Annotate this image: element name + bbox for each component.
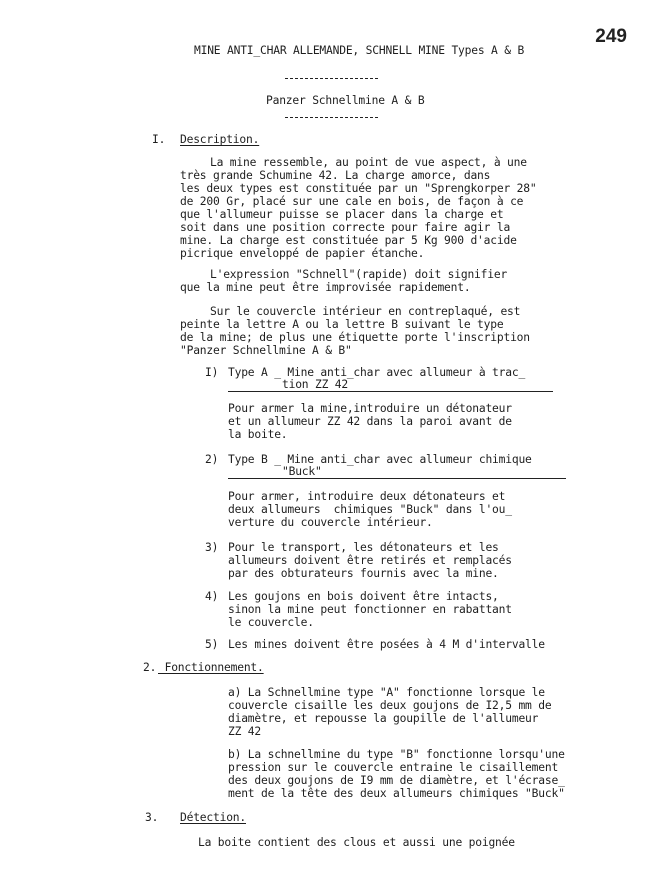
section-1-number: I. [152,133,166,146]
divider-bottom [285,117,378,118]
section-3-number: 3. [145,811,159,824]
section-2-number: 2. [143,661,157,674]
item-1-underline [228,391,553,392]
divider-top [285,78,378,79]
document-page: 249 MINE ANTI_CHAR ALLEMANDE, SCHNELL MINE Types A & B Panzer Schnellmine A & B I. Description. La mine ressemble, au point de vue aspect, à une très grande Schumine 42. La charge amorce, dans les deux types est constituée par un "Sprengkorper 28" de 200 Gr, placé sur une cale en bois, de façon à ce que l'allumeur puisse se placer dans la charge et soit dans une position correcte pour faire agir la mine. La charge est constituée par 5 Kg 900 d'acide picrique enveloppé de papier étanche. L'expression "Schnell"(rapide) doit signifier que la mine peut être improvisée rapidement. Sur le couvercle intérieur en contreplaqué, est peinte la lettre A ou la lettre B suivant le type de la mine; de plus une étiquette porte l'inscription "Panzer Schnellmine A & B" I) Type A _ Mine anti_char avec allumeur à trac_ tion ZZ 42 Pour armer la mine,introduire un détonateur et un allumeur ZZ 42 dans la paroi avant de la boite. 2) Type B _ Mine anti_char avec allumeur chimique "Buck" Pour armer, introduire deux détonateurs et deux allumeurs chimiques "Buck" dans l'ou_ verture du couvercle intérieur. 3) Pour le transport, les détonateurs et les allumeurs doivent être retirés et remplacés par des obturateurs fournis avec la mine. 4) Les goujons en bois doivent être intacts, sinon la mine peut fonctionner en rabattant le couvercle. 5) Les mines doivent être posées à 4 M d'intervalle 2. _Fonctionnement. a) La Schnellmine type "A" fonctionne lorsque le couvercle cisaille les deux goujons de I2,5 mm de diamètre, et repousse la goupille de l'allumeur ZZ 42 b) La schnellmine du type "B" fonctionne lorsqu'une pression sur le couvercle entraine le cisaillement des deux goujons de I9 mm de diamètre, et l'écrase_ ment de la tête des deux allumeurs chimiques "Buck" 3. Détection. La boite contient des clous et aussi une poignée [143,26,627,849]
document-title: MINE ANTI_CHAR ALLEMANDE, SCHNELL MINE Types A & B [194,44,525,57]
subtitle: Panzer Schnellmine A & B [266,94,425,107]
page-number: 249 [595,26,627,47]
section-1-heading: Description. [180,133,260,146]
item-2-underline [228,478,566,479]
section-2-heading: _Fonctionnement. [158,661,264,674]
section-3-heading: Détection. [180,811,247,824]
